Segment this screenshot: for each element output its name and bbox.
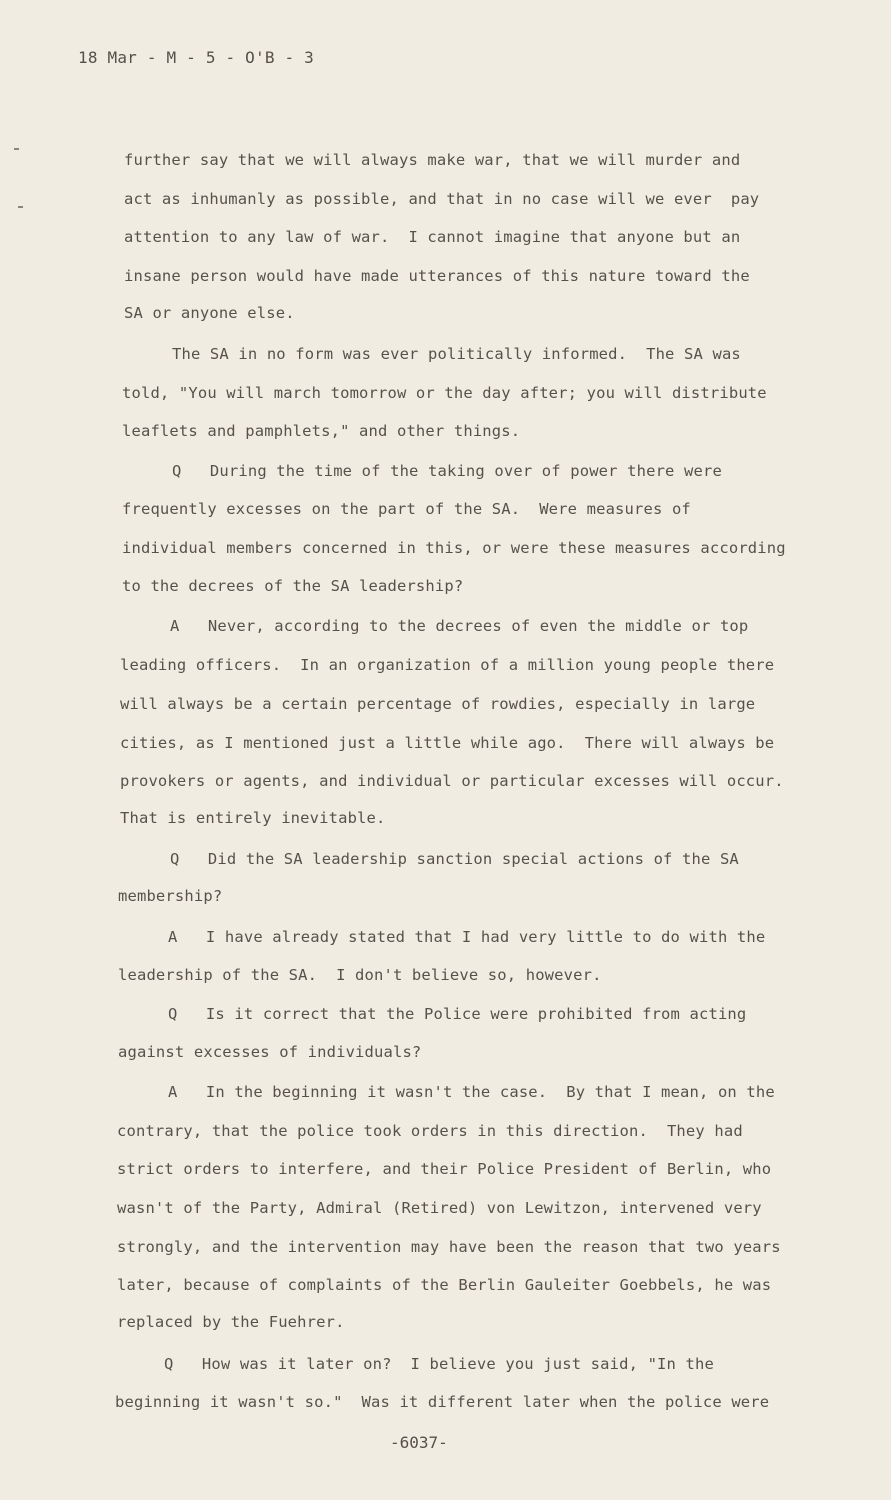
text-line: leading officers. In an organization of a million young people there <box>120 656 775 674</box>
margin-mark <box>14 148 19 150</box>
text-line: further say that we will always make war, that we will murder and <box>124 151 741 169</box>
text-line: contrary, that the police took orders in this direction. They had <box>117 1122 743 1140</box>
text-line: SA or anyone else. <box>124 304 295 322</box>
question-line: Q Is it correct that the Police were prohibited from acting <box>168 1005 747 1023</box>
text-line: leadership of the SA. I don't believe so, however. <box>118 966 602 984</box>
page-number: -6037- <box>390 1433 448 1452</box>
text-line: That is entirely inevitable. <box>120 809 386 827</box>
text-line: attention to any law of war. I cannot imagine that anyone but an <box>124 228 741 246</box>
question-line: Q Did the SA leadership sanction special actions of the SA <box>170 850 739 868</box>
text-line: told, "You will march tomorrow or the day after; you will distribute <box>122 384 767 402</box>
text-line: act as inhumanly as possible, and that in no case will we ever pay <box>124 190 760 208</box>
text-line: will always be a certain percentage of rowdies, especially in large <box>120 695 756 713</box>
text-line: later, because of complaints of the Berlin Gauleiter Goebbels, he was <box>117 1276 772 1294</box>
answer-line: A I have already stated that I had very little to do with the <box>168 928 766 946</box>
text-line: wasn't of the Party, Admiral (Retired) von Lewitzon, intervened very <box>117 1199 762 1217</box>
text-line: beginning it wasn't so." Was it different later when the police were <box>115 1393 770 1411</box>
text-line: against excesses of individuals? <box>118 1043 422 1061</box>
text-line: to the decrees of the SA leadership? <box>122 577 464 595</box>
text-line: leaflets and pamphlets," and other things. <box>122 422 521 440</box>
text-line: The SA in no form was ever politically informed. The SA was <box>172 345 741 363</box>
text-line: individual members concerned in this, or were these measures according <box>122 539 786 557</box>
margin-mark <box>18 206 23 208</box>
text-line: replaced by the Fuehrer. <box>117 1313 345 1331</box>
answer-line: A Never, according to the decrees of even the middle or top <box>170 617 749 635</box>
question-line: Q How was it later on? I believe you just said, "In the <box>164 1355 714 1373</box>
text-line: frequently excesses on the part of the SA. Were measures of <box>122 500 691 518</box>
answer-line: A In the beginning it wasn't the case. By that I mean, on the <box>168 1083 775 1101</box>
text-line: membership? <box>118 887 223 905</box>
question-line: Q During the time of the taking over of power there were <box>172 462 722 480</box>
text-line: provokers or agents, and individual or particular excesses will occur. <box>120 772 784 790</box>
text-line: strongly, and the intervention may have been the reason that two years <box>117 1238 781 1256</box>
text-line: insane person would have made utterances of this nature toward the <box>124 267 750 285</box>
text-line: strict orders to interfere, and their Police President of Berlin, who <box>117 1160 772 1178</box>
page-reference-header: 18 Mar - M - 5 - O'B - 3 <box>78 48 314 67</box>
text-line: cities, as I mentioned just a little while ago. There will always be <box>120 734 775 752</box>
